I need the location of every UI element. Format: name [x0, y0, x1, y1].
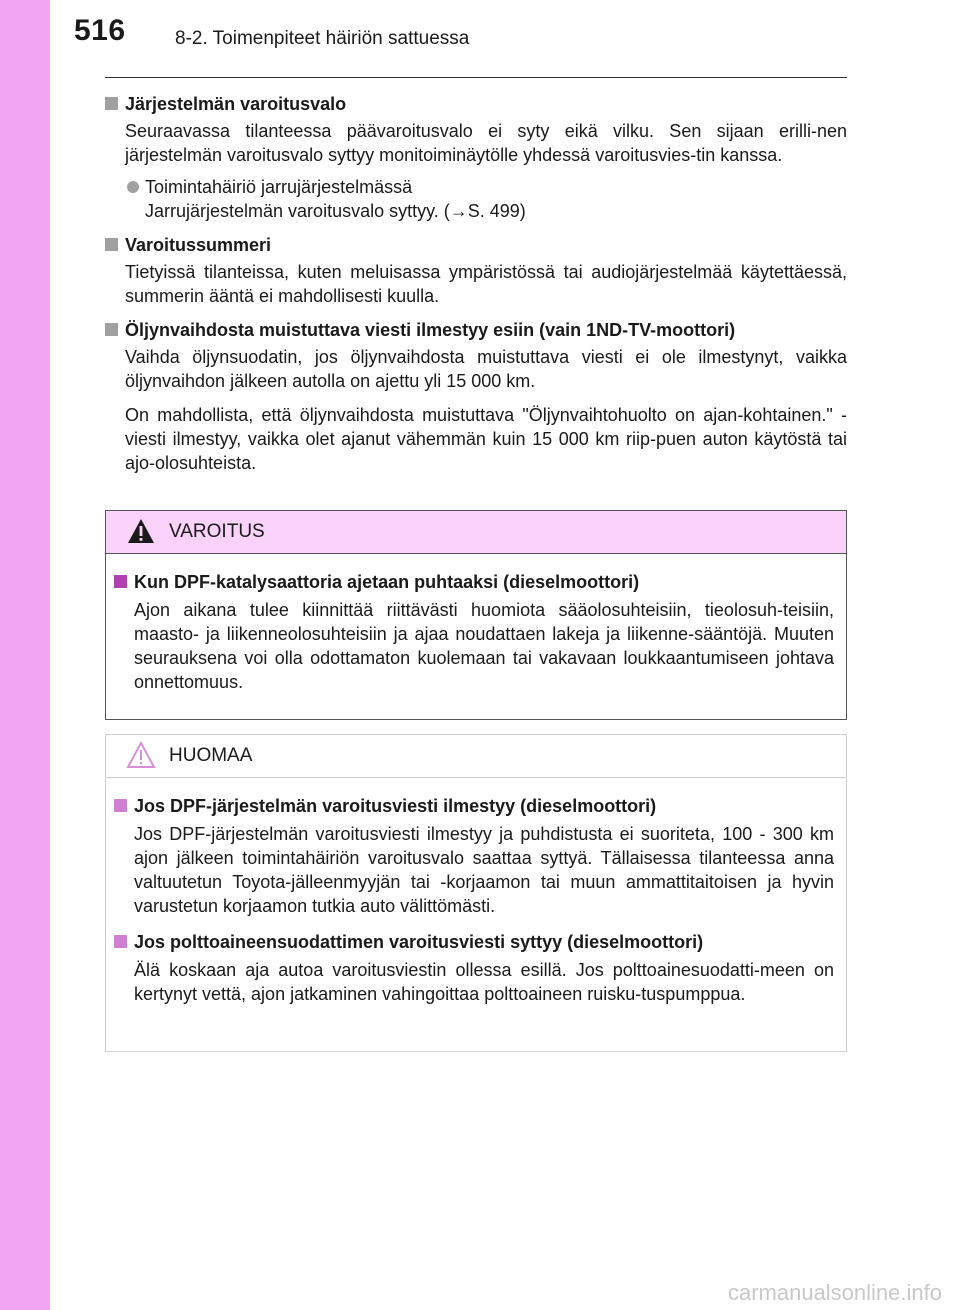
- paragraph-system-warning-light: Seuraavassa tilanteessa päävaroitusvalo ei syty eikä vilku. Sen sijaan erilli-nen järjestelmän varoitusvalo syttyy monitoiminäytölle yhdessä varoitusvies-tin kanssa.: [125, 121, 847, 165]
- square-bullet-icon: [114, 575, 127, 588]
- notice-heading-dpf: Jos DPF-järjestelmän varoitusviesti ilmestyy (dieselmoottori): [114, 794, 834, 818]
- heading-warning-buzzer: Varoitussummeri: [105, 233, 847, 257]
- main-content: [105, 92, 847, 475]
- notice-text-fuel-filter: Älä koskaan aja autoa varoitusviestin ollessa esillä. Jos polttoainesuodatti-meen on kertynyt vettä, ajon jatkaminen vahingoittaa polttoaineen ruisku-tuspumppua.: [134, 960, 834, 1004]
- warning-title: VAROITUS: [169, 521, 265, 542]
- round-bullet-icon: [127, 181, 139, 193]
- bullet-title: Toimintahäiriö jarrujärjestelmässä: [145, 177, 413, 197]
- square-bullet-icon: [114, 935, 127, 948]
- header-divider: [105, 77, 847, 78]
- notice-box-header: [106, 735, 846, 778]
- warning-box: [105, 510, 847, 720]
- square-bullet-icon: [105, 97, 118, 110]
- list-item-brake-malfunction: [125, 175, 847, 223]
- bullet-text: Jarrujärjestelmän varoitusvalo syttyy. (→S. 499): [145, 201, 526, 221]
- warning-triangle-icon: [126, 517, 156, 545]
- notice-heading-fuel-filter: Jos polttoaineensuodattimen varoitusviesti syttyy (dieselmoottori): [114, 930, 834, 954]
- heading-system-warning-light: Järjestelmän varoitusvalo: [105, 92, 847, 116]
- square-bullet-icon: [105, 323, 118, 336]
- chapter-sidebar-tab: [0, 0, 50, 1310]
- warning-box-header: [106, 511, 846, 554]
- paragraph-oil-change-2: On mahdollista, että öljynvaihdosta muistuttava "Öljynvaihtohuolto on ajan-kohtainen." -viesti ilmestyy, vaikka olet ajanut vähemmän kuin 15 000 km riip-puen auton käytöstä tai ajo-olosuhteista.: [125, 405, 847, 473]
- square-bullet-icon: [114, 799, 127, 812]
- footer-watermark: carmanualsonline.info: [727, 1280, 942, 1305]
- paragraph-warning-buzzer: Tietyissä tilanteissa, kuten meluisassa ympäristössä tai audiojärjestelmää käytettäessä, summerin ääntä ei mahdollisesti kuulla.: [125, 262, 847, 306]
- warning-heading: Kun DPF-katalysaattoria ajetaan puhtaaksi (dieselmoottori): [114, 570, 834, 594]
- notice-text-dpf: Jos DPF-järjestelmän varoitusviesti ilmestyy ja puhdistusta ei suoriteta, 100 - 300 km ajon jälkeen toimintahäiriön varoitusvalo saattaa syttyä. Tällaisessa tilanteessa anna valtuutetun Toyota-jälleenmyyjän tai -korjaamon tai muun ammattitaitoisen ja hyvin varustetun korjaamon tutkia auto välittömästi.: [134, 824, 834, 916]
- notice-title: HUOMAA: [169, 745, 253, 766]
- heading-oil-change-message: Öljynvaihdosta muistuttava viesti ilmestyy esiin (vain 1ND-TV-moottori): [105, 318, 847, 342]
- square-bullet-icon: [105, 238, 118, 251]
- paragraph-oil-change-1: Vaihda öljynsuodatin, jos öljynvaihdosta muistuttava viesti ei ole ilmestynyt, vaikka öljynvaihdon jälkeen autolla on ajettu yli 15 000 km.: [125, 347, 847, 391]
- section-title: 8-2. Toimenpiteet häiriön sattuessa: [175, 28, 470, 49]
- caution-triangle-icon: [126, 741, 156, 769]
- notice-box: [105, 734, 847, 1052]
- warning-text: Ajon aikana tulee kiinnittää riittävästi huomiota sääolosuhteisiin, tieolosuh-teisiin, maasto- ja liikenneolosuhteisiin ja ajaa noudattaen lakeja ja liikenne-sääntöjä. Muuten seurauksena voi olla odottamaton kuolemaan tai vakavaan loukkaantumiseen johtava onnettomuus.: [134, 600, 834, 692]
- page-number: 516: [74, 14, 126, 47]
